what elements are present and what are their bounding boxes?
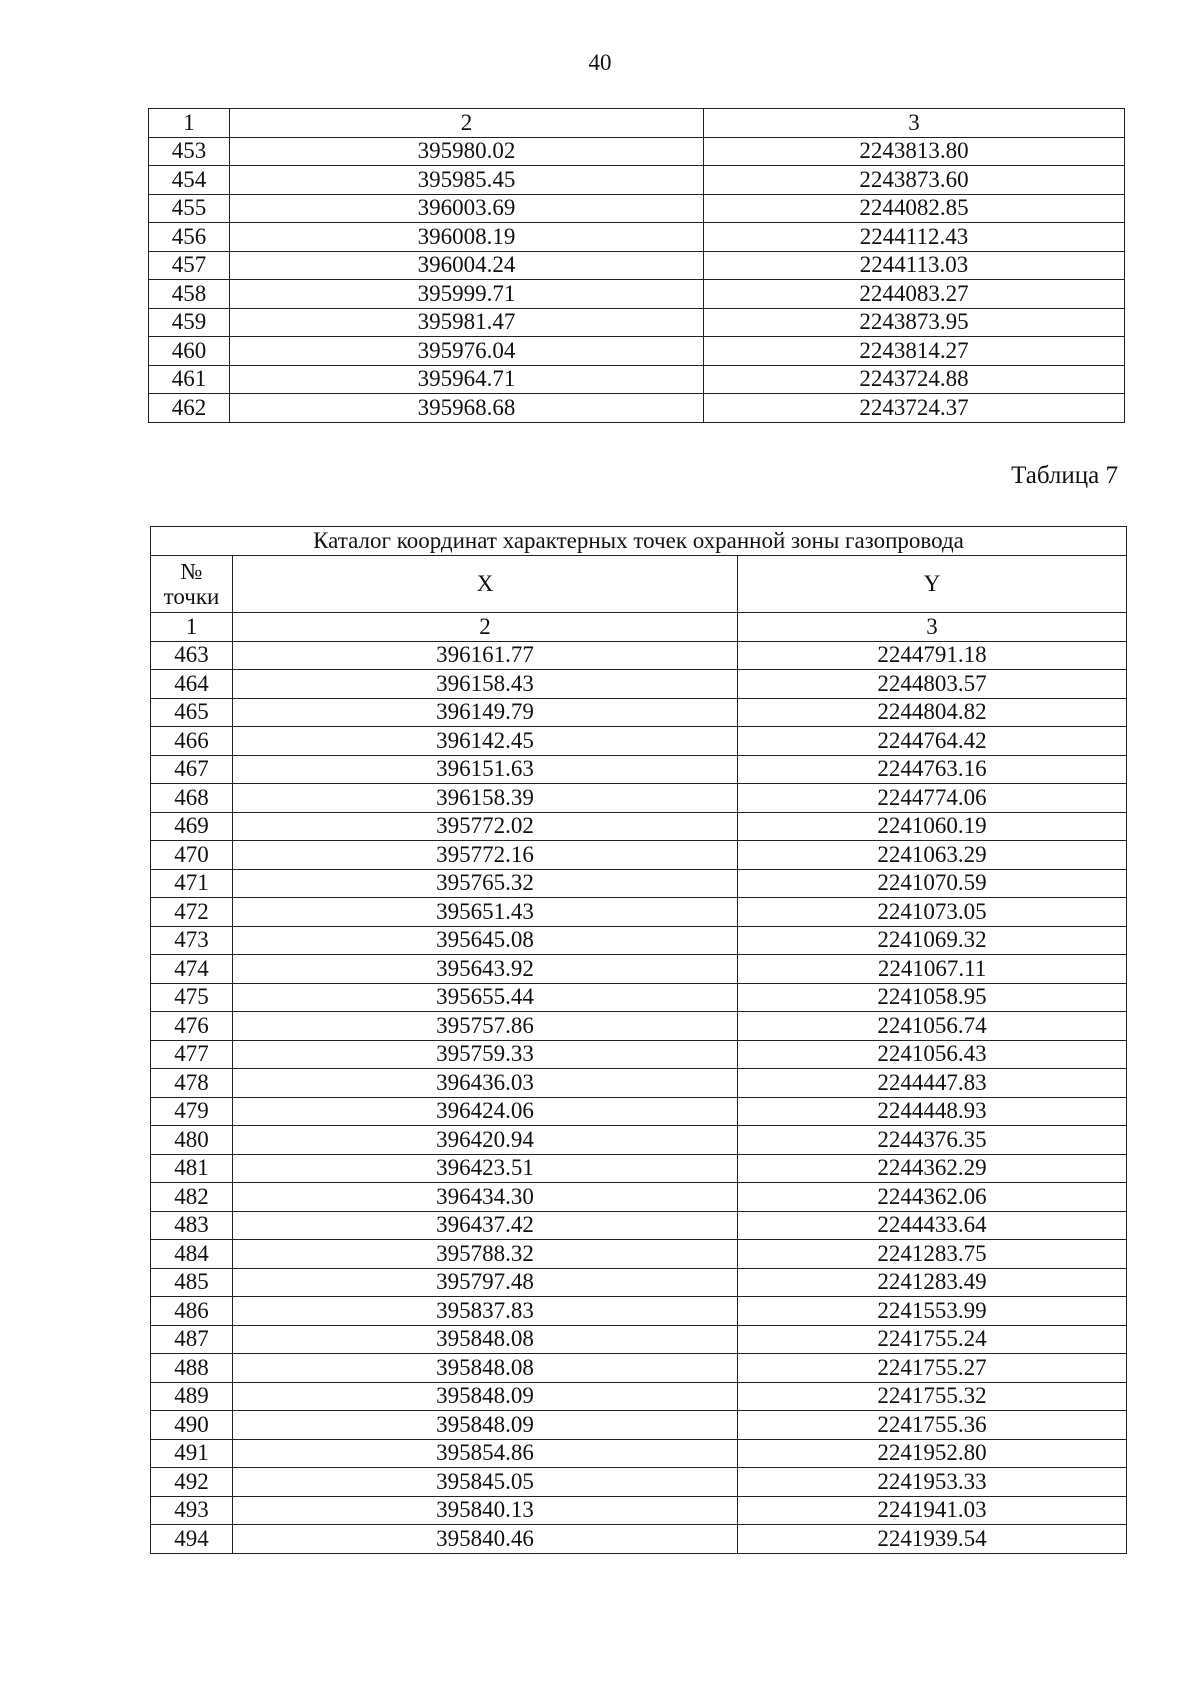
point-number-cell: 465 [151, 698, 233, 727]
y-coordinate-cell: 2243724.37 [704, 394, 1125, 423]
table-row [149, 251, 1125, 280]
table-row [151, 670, 1127, 699]
x-coordinate-cell: 395788.32 [233, 1240, 738, 1269]
x-coordinate-cell: 395645.08 [233, 926, 738, 955]
y-coordinate-cell: 2241058.95 [738, 983, 1127, 1012]
y-coordinate-cell: 2244764.42 [738, 727, 1127, 756]
x-coordinate-cell: 396436.03 [233, 1069, 738, 1098]
table-row [151, 869, 1127, 898]
point-number-cell: 481 [151, 1154, 233, 1183]
y-coordinate-cell: 2241283.49 [738, 1268, 1127, 1297]
table-caption: Каталог координат характерных точек охранной зоны газопровода [151, 527, 1127, 556]
y-coordinate-cell: 2241067.11 [738, 955, 1127, 984]
table-row [151, 1297, 1127, 1326]
table-row [149, 194, 1125, 223]
table-row [151, 1012, 1127, 1041]
x-coordinate-cell: 395980.02 [230, 137, 704, 166]
point-number-header [151, 556, 233, 613]
x-coordinate-cell: 395848.09 [233, 1382, 738, 1411]
point-number-cell: 492 [151, 1468, 233, 1497]
coordinates-table-7 [150, 526, 1127, 1554]
x-coordinate-cell: 395985.45 [230, 166, 704, 195]
table-row [149, 166, 1125, 195]
point-number-cell: 491 [151, 1439, 233, 1468]
x-header: X [233, 556, 738, 613]
y-coordinate-cell: 2241941.03 [738, 1496, 1127, 1525]
x-coordinate-cell: 395845.05 [233, 1468, 738, 1497]
y-coordinate-cell: 2241283.75 [738, 1240, 1127, 1269]
x-coordinate-cell: 395964.71 [230, 365, 704, 394]
table-row [151, 1496, 1127, 1525]
table-label: Таблица 7 [1011, 462, 1118, 489]
point-number-cell: 490 [151, 1411, 233, 1440]
y-coordinate-cell: 2244791.18 [738, 641, 1127, 670]
y-coordinate-cell: 2241939.54 [738, 1525, 1127, 1554]
x-coordinate-cell: 395765.32 [233, 869, 738, 898]
x-coordinate-cell: 395848.08 [233, 1354, 738, 1383]
y-coordinate-cell: 2244447.83 [738, 1069, 1127, 1098]
y-coordinate-cell: 2241069.32 [738, 926, 1127, 955]
column-number-1: 1 [151, 613, 233, 642]
y-coordinate-cell: 2241063.29 [738, 841, 1127, 870]
table-row [151, 1354, 1127, 1383]
point-number-cell: 457 [149, 251, 230, 280]
point-number-cell: 482 [151, 1183, 233, 1212]
point-number-cell: 455 [149, 194, 230, 223]
table-row [151, 1040, 1127, 1069]
point-number-cell: 494 [151, 1525, 233, 1554]
table-row [149, 223, 1125, 252]
point-number-cell: 470 [151, 841, 233, 870]
point-number-word: точки [163, 584, 220, 609]
table-row [149, 137, 1125, 166]
table-row [151, 1411, 1127, 1440]
table-row [151, 1126, 1127, 1155]
x-coordinate-cell: 396003.69 [230, 194, 704, 223]
table-row [151, 1468, 1127, 1497]
y-coordinate-cell: 2244448.93 [738, 1097, 1127, 1126]
y-coordinate-cell: 2244804.82 [738, 698, 1127, 727]
point-number-cell: 474 [151, 955, 233, 984]
x-coordinate-cell: 395840.46 [233, 1525, 738, 1554]
point-number-cell: 460 [149, 337, 230, 366]
x-coordinate-cell: 395999.71 [230, 280, 704, 309]
x-coordinate-cell: 395848.09 [233, 1411, 738, 1440]
column-number-2: 2 [230, 109, 704, 138]
point-number-cell: 484 [151, 1240, 233, 1269]
column-number-2: 2 [233, 613, 738, 642]
point-number-cell: 463 [151, 641, 233, 670]
x-coordinate-cell: 396424.06 [233, 1097, 738, 1126]
point-number-cell: 486 [151, 1297, 233, 1326]
point-number-cell: 459 [149, 308, 230, 337]
table-row [149, 365, 1125, 394]
point-number-cell: 487 [151, 1325, 233, 1354]
table-row [151, 698, 1127, 727]
point-number-cell: 472 [151, 898, 233, 927]
table-row [151, 841, 1127, 870]
table-row [151, 1439, 1127, 1468]
x-coordinate-cell: 395981.47 [230, 308, 704, 337]
y-coordinate-cell: 2243724.88 [704, 365, 1125, 394]
x-coordinate-cell: 395651.43 [233, 898, 738, 927]
y-coordinate-cell: 2244113.03 [704, 251, 1125, 280]
point-number-cell: 456 [149, 223, 230, 252]
x-coordinate-cell: 396004.24 [230, 251, 704, 280]
table-row [151, 641, 1127, 670]
y-coordinate-cell: 2241953.33 [738, 1468, 1127, 1497]
x-coordinate-cell: 396423.51 [233, 1154, 738, 1183]
point-number-cell: 454 [149, 166, 230, 195]
x-coordinate-cell: 395757.86 [233, 1012, 738, 1041]
table-row [151, 755, 1127, 784]
table-row [151, 1325, 1127, 1354]
x-coordinate-cell: 395772.16 [233, 841, 738, 870]
table-row [149, 308, 1125, 337]
y-coordinate-cell: 2244774.06 [738, 784, 1127, 813]
table-row [151, 898, 1127, 927]
table-row [149, 337, 1125, 366]
y-coordinate-cell: 2244082.85 [704, 194, 1125, 223]
y-coordinate-cell: 2243814.27 [704, 337, 1125, 366]
table-row [151, 1183, 1127, 1212]
point-number-cell: 493 [151, 1496, 233, 1525]
y-coordinate-cell: 2244803.57 [738, 670, 1127, 699]
point-number-cell: 480 [151, 1126, 233, 1155]
y-coordinate-cell: 2241056.43 [738, 1040, 1127, 1069]
table-row [151, 1382, 1127, 1411]
y-coordinate-cell: 2241755.27 [738, 1354, 1127, 1383]
point-number-cell: 464 [151, 670, 233, 699]
x-coordinate-cell: 395840.13 [233, 1496, 738, 1525]
column-number-row [149, 109, 1125, 138]
point-number-cell: 462 [149, 394, 230, 423]
point-number-cell: 468 [151, 784, 233, 813]
y-coordinate-cell: 2241056.74 [738, 1012, 1127, 1041]
y-coordinate-cell: 2241070.59 [738, 869, 1127, 898]
point-number-cell: 475 [151, 983, 233, 1012]
table-row [151, 1211, 1127, 1240]
table-row [149, 394, 1125, 423]
x-coordinate-cell: 395797.48 [233, 1268, 738, 1297]
table-row [151, 812, 1127, 841]
y-coordinate-cell: 2241755.32 [738, 1382, 1127, 1411]
table-row [151, 727, 1127, 756]
header-row [151, 556, 1127, 613]
point-number-cell: 458 [149, 280, 230, 309]
x-coordinate-cell: 396142.45 [233, 727, 738, 756]
point-number-symbol: № [180, 559, 203, 584]
point-number-cell: 478 [151, 1069, 233, 1098]
table-row [149, 280, 1125, 309]
x-coordinate-cell: 395655.44 [233, 983, 738, 1012]
point-number-cell: 461 [149, 365, 230, 394]
point-number-cell: 473 [151, 926, 233, 955]
y-header: Y [738, 556, 1127, 613]
point-number-cell: 479 [151, 1097, 233, 1126]
table-row [151, 983, 1127, 1012]
x-coordinate-cell: 395759.33 [233, 1040, 738, 1069]
y-coordinate-cell: 2244433.64 [738, 1211, 1127, 1240]
point-number-cell: 471 [151, 869, 233, 898]
y-coordinate-cell: 2244763.16 [738, 755, 1127, 784]
y-coordinate-cell: 2241060.19 [738, 812, 1127, 841]
x-coordinate-cell: 396420.94 [233, 1126, 738, 1155]
table-row [151, 1154, 1127, 1183]
x-coordinate-cell: 395968.68 [230, 394, 704, 423]
x-coordinate-cell: 396151.63 [233, 755, 738, 784]
y-coordinate-cell: 2244362.06 [738, 1183, 1127, 1212]
y-coordinate-cell: 2241755.24 [738, 1325, 1127, 1354]
x-coordinate-cell: 396008.19 [230, 223, 704, 252]
table-row [151, 955, 1127, 984]
point-number-cell: 483 [151, 1211, 233, 1240]
y-coordinate-cell: 2244362.29 [738, 1154, 1127, 1183]
y-coordinate-cell: 2244112.43 [704, 223, 1125, 252]
x-coordinate-cell: 396161.77 [233, 641, 738, 670]
y-coordinate-cell: 2241553.99 [738, 1297, 1127, 1326]
point-number-cell: 469 [151, 812, 233, 841]
y-coordinate-cell: 2244083.27 [704, 280, 1125, 309]
x-coordinate-cell: 395848.08 [233, 1325, 738, 1354]
y-coordinate-cell: 2241073.05 [738, 898, 1127, 927]
point-number-cell: 476 [151, 1012, 233, 1041]
x-coordinate-cell: 396149.79 [233, 698, 738, 727]
y-coordinate-cell: 2243873.95 [704, 308, 1125, 337]
x-coordinate-cell: 395976.04 [230, 337, 704, 366]
table-row [151, 1525, 1127, 1554]
column-number-3: 3 [704, 109, 1125, 138]
caption-row [151, 527, 1127, 556]
y-coordinate-cell: 2243873.60 [704, 166, 1125, 195]
x-coordinate-cell: 395643.92 [233, 955, 738, 984]
x-coordinate-cell: 396158.43 [233, 670, 738, 699]
y-coordinate-cell: 2241952.80 [738, 1439, 1127, 1468]
x-coordinate-cell: 395772.02 [233, 812, 738, 841]
point-number-cell: 453 [149, 137, 230, 166]
point-number-cell: 466 [151, 727, 233, 756]
table-row [151, 1069, 1127, 1098]
column-number-3: 3 [738, 613, 1127, 642]
x-coordinate-cell: 395854.86 [233, 1439, 738, 1468]
x-coordinate-cell: 395837.83 [233, 1297, 738, 1326]
point-number-cell: 485 [151, 1268, 233, 1297]
table-row [151, 926, 1127, 955]
column-number-1: 1 [149, 109, 230, 138]
table-row [151, 1240, 1127, 1269]
y-coordinate-cell: 2241755.36 [738, 1411, 1127, 1440]
x-coordinate-cell: 396158.39 [233, 784, 738, 813]
point-number-cell: 477 [151, 1040, 233, 1069]
coordinates-table-continued [148, 108, 1125, 423]
x-coordinate-cell: 396434.30 [233, 1183, 738, 1212]
point-number-cell: 489 [151, 1382, 233, 1411]
column-number-row [151, 613, 1127, 642]
point-number-cell: 488 [151, 1354, 233, 1383]
y-coordinate-cell: 2243813.80 [704, 137, 1125, 166]
page-number: 40 [588, 50, 612, 75]
table-row [151, 1268, 1127, 1297]
x-coordinate-cell: 396437.42 [233, 1211, 738, 1240]
point-number-cell: 467 [151, 755, 233, 784]
table-row [151, 784, 1127, 813]
table-row [151, 1097, 1127, 1126]
y-coordinate-cell: 2244376.35 [738, 1126, 1127, 1155]
